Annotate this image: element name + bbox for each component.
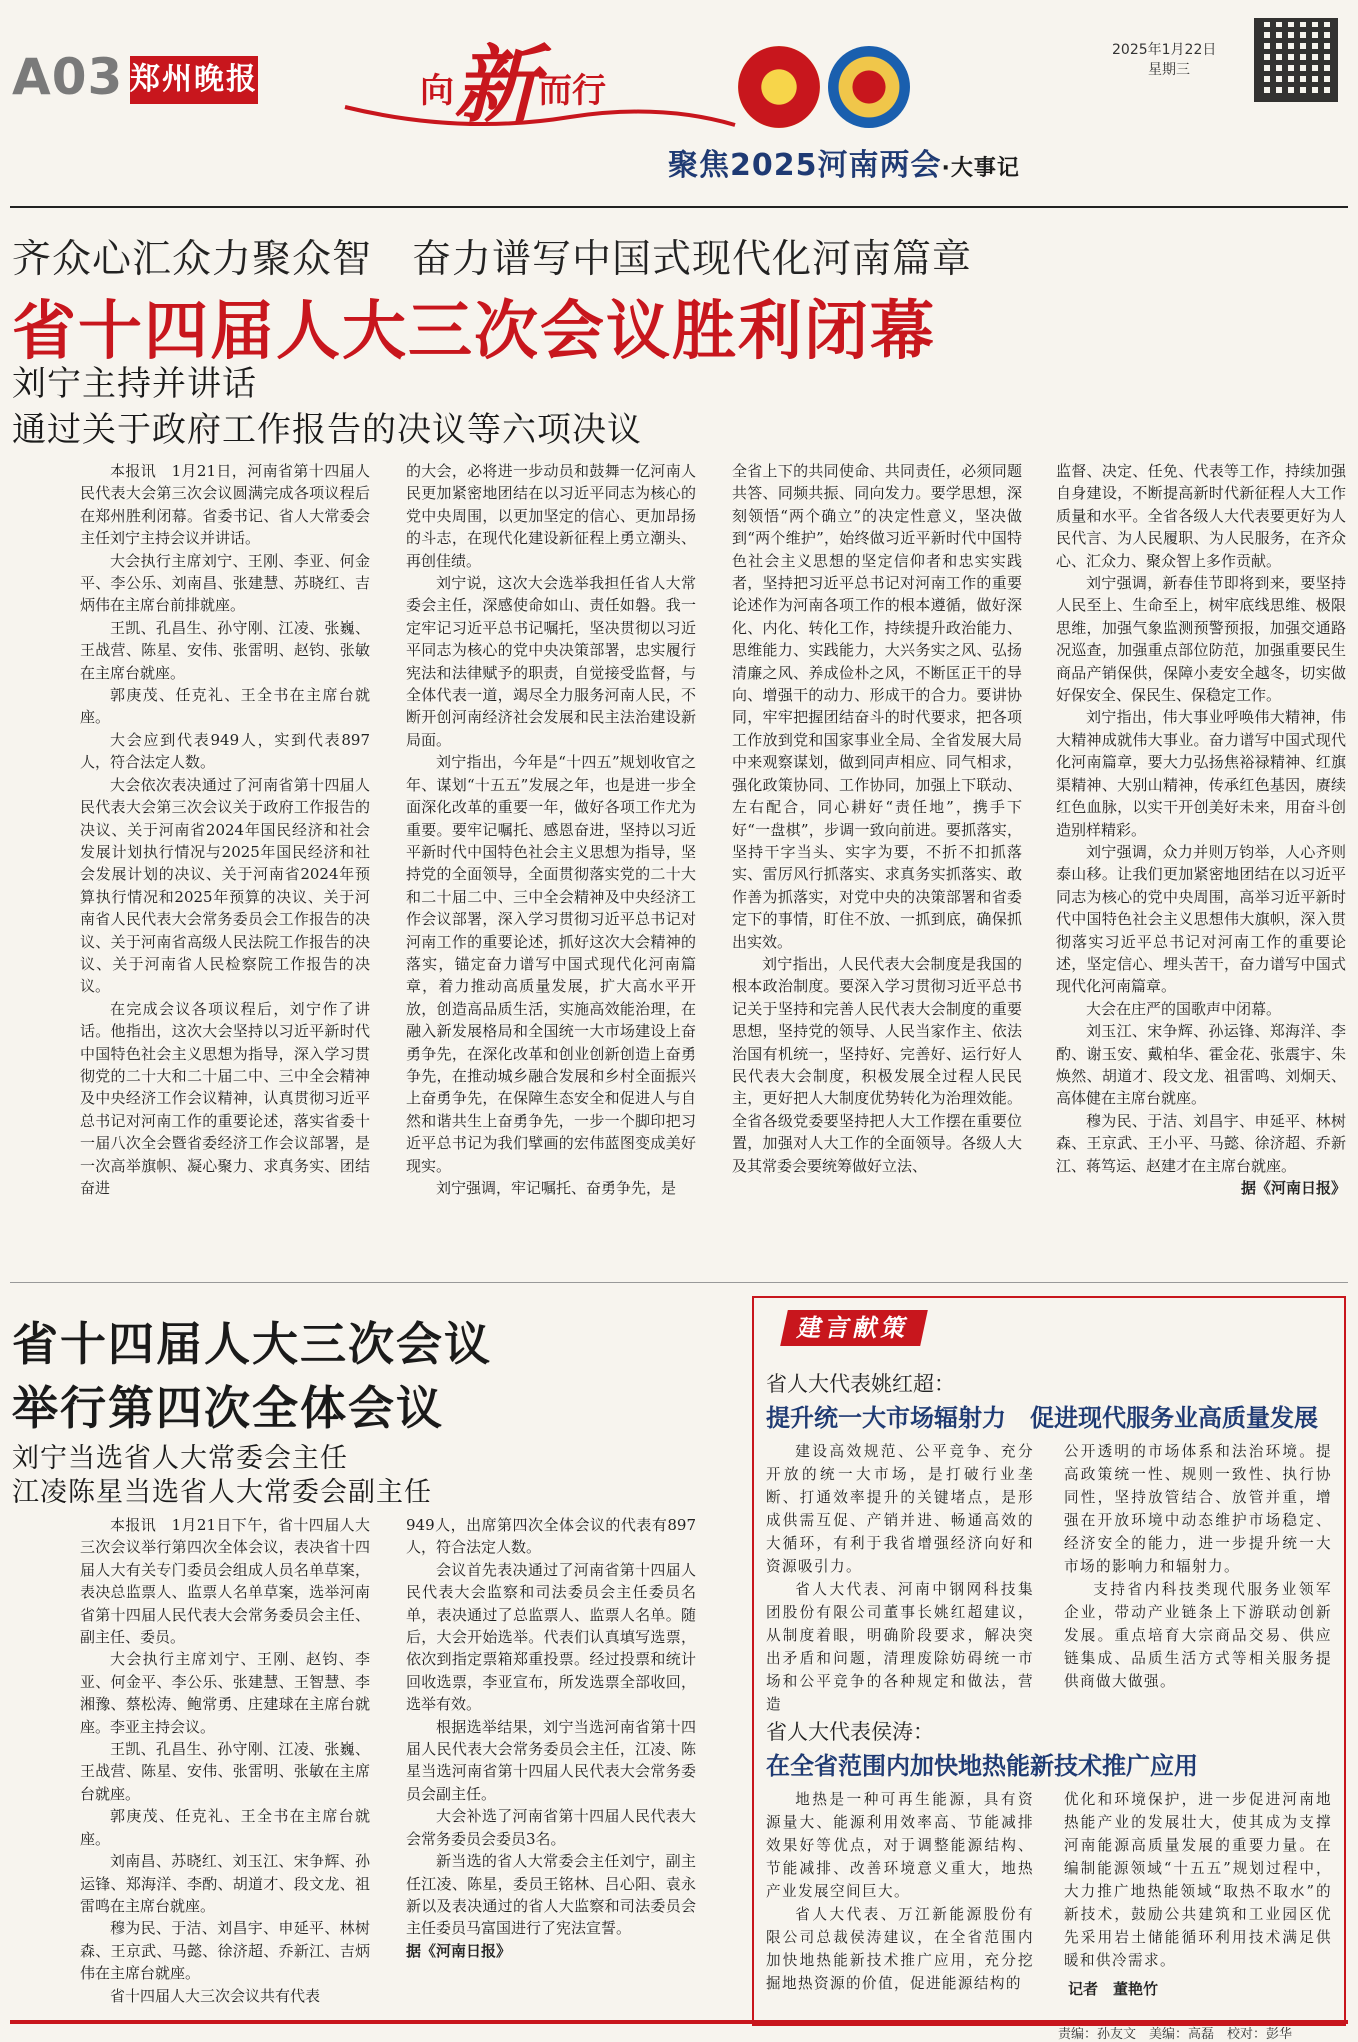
paragraph: 大会在庄严的国歌声中闭幕。 xyxy=(1086,999,1282,1018)
paragraph: 刘南昌、苏晓红、刘玉江、宋争辉、孙运锋、郑海洋、李酌、胡道才、段文龙、祖雷鸣在主席台就座。 xyxy=(80,1852,370,1915)
paragraph: 本报讯 1月21日下午，省十四届人大三次会议举行第四次全体会议，表决省十四届人大有关专门委员会组成人员名单草案，表决总监票人、监票人名单草案，选举河南省第十四届人民代表大会常务委员会主任、副主任、委员。 xyxy=(80,1516,370,1647)
paragraph: 优化和环境保护，进一步促进河南地热能产业的发展壮大，使其成为支撑河南能源高质量发展的重要力量。在编制能源领域“十五五”规划过程中，大力推广地热能领域“取热不取水”的新技术，鼓励公共建筑和工业园区优先采用岩土储能循环利用技术满足供暖和供冷需求。 xyxy=(1064,1791,1332,1969)
paragraph: 刘宁指出，今年是“十四五”规划收官之年、谋划“十五五”发展之年，也是进一步全面深化改革的重要一年，做好各项工作尤为重要。要牢记嘱托、感恩奋进，坚持以习近平新时代中国特色社会主义思想为指导，坚持党的全面领导，全面贯彻落实党的二十大和二十届二中、三中全会精神及中央经济工作会议部署，深入学习贯彻习近平总书记对河南工作的重要论述，抓好这次大会精神的落实，锚定奋力谱写中国式现代化河南篇章，着力推动高质量发展，扩大高水平开放，创造高品质生活，实施高效能治理，在融入新发展格局和全国统一大市场建设上奋勇争先，在深化改革和创业创新创造上奋勇争先，在推动城乡融合发展和乡村全面振兴上奋勇争先，在保障生态安全和促进人与自然和谐共生上奋勇争先，一步一个脚印把习近平总书记为我们擘画的宏伟蓝图变成美好现实。 xyxy=(406,753,696,1175)
paragraph: 大会应到代表949人，实到代表897人，符合法定人数。 xyxy=(80,730,370,772)
section-divider xyxy=(10,1282,1348,1283)
editor-credits: 责编：孙友文 美编：高磊 校对：彭华 xyxy=(1058,2027,1293,2042)
article1-kicker: 齐众心汇众力聚众智 奋力谱写中国式现代化河南篇章 xyxy=(12,237,973,282)
header-rule xyxy=(10,206,1348,208)
slogan-post: 而行 xyxy=(538,71,607,111)
paragraph: 刘宁强调，新春佳节即将到来，要坚持人民至上、生命至上，树牢底线思维、极限思维，加强气象监测预警预报，加强交通路况巡查，加强重点部位防范，加强重要民生商品产销保供，保障小麦安全越冬，切实做好保安全、保民生、保稳定工作。 xyxy=(1056,574,1346,705)
rep2-column-1 xyxy=(766,1788,1034,1995)
paragraph: 穆为民、于洁、刘昌宇、申延平、林树森、王京武、王小平、马懿、徐济超、乔新江、蒋笃运、赵建才在主席台就座。 xyxy=(1056,1111,1346,1175)
national-emblem-icon xyxy=(738,46,820,128)
article1-subhead-1: 刘宁主持并讲话 xyxy=(12,364,257,404)
paragraph: 大会补选了河南省第十四届人民代表大会常务委员会委员3名。 xyxy=(406,1807,696,1848)
rep1-title: 提升统一大市场辐射力 促进现代服务业高质量发展 xyxy=(766,1404,1318,1432)
rep2-name: 省人大代表侯涛： xyxy=(766,1720,934,1744)
suggestion-tag: 建言献策 xyxy=(780,1310,928,1346)
article2-headline-2: 举行第四次全体会议 xyxy=(12,1381,444,1435)
rep1-column-2 xyxy=(1064,1440,1332,1693)
rep2-column-2 xyxy=(1064,1788,1332,1972)
paragraph: 会议首先表决通过了河南省第十四届人民代表大会监察和司法委员会主任委员名单，表决通过了总监票人、监票人名单。随后，大会开始选举。代表们认真填写选票，依次到指定票箱郑重投票。经过投票和统计回收选票，李亚宣布，所发选票全部收回，选举有效。 xyxy=(406,1560,696,1714)
paragraph: 刘宁指出，人民代表大会制度是我国的根本政治制度。要深入学习贯彻习近平总书记关于坚持和完善人民代表大会制度的重要思想，坚持党的领导、人民当家作主、依法治国有机统一，坚持好、完善好、运行好人民代表大会制度，积极发展全过程人民民主，更好把人大制度优势转化为治理效能。全省各级党委要坚持把人大工作摆在重要位置，加强对人大工作的全面领导。各级人大及其常委会要统筹做好立法、 xyxy=(732,954,1022,1175)
newspaper-logo: 郑州晚报 xyxy=(130,56,258,104)
article2-subhead-1: 刘宁当选省人大常委会主任 xyxy=(12,1443,348,1474)
paragraph: 大会依次表决通过了河南省第十四届人民代表大会第三次会议关于政府工作报告的决议、关于河南省2024年国民经济和社会发展计划执行情况与2025年国民经济和社会发展计划的决议、关于河南省2024年预算执行情况和2025年预算的决议、关于河南省人民代表大会常务委员会工作报告的决议、关于河南省高级人民法院工作报告的决议、关于河南省人民检察院工作报告的决议。 xyxy=(80,775,370,996)
paragraph: 王凯、孔昌生、孙守刚、江凌、张巍、王战营、陈星、安伟、张雷明、赵钧、张敏在主席台就座。 xyxy=(80,618,370,682)
article1-subhead-2: 通过关于政府工作报告的决议等六项决议 xyxy=(12,410,642,450)
paragraph: 在完成会议各项议程后，刘宁作了讲话。他指出，这次大会坚持以习近平新时代中国特色社会主义思想为指导，深入学习贯彻党的二十大和二十届二中、三中全会精神及中央经济工作会议精神，认真贯彻习近平总书记对河南工作的重要论述，落实省委十一届八次全会暨省委经济工作会议部署，是一次高举旗帜、凝心聚力、求真务实、团结奋进 xyxy=(80,999,370,1197)
reporter-byline: 记者 董艳竹 xyxy=(1068,1980,1159,1998)
paragraph: 本报讯 1月21日，河南省第十四届人民代表大会第三次会议圆满完成各项议程后在郑州胜利闭幕。省委书记、省人大常委会主任刘宁主持会议并讲话。 xyxy=(80,462,370,548)
rep1-column-1 xyxy=(766,1440,1034,1716)
paragraph: 监督、决定、任免、代表等工作，持续加强自身建设，不断提高新时代新征程人大工作质量和水平。全省各级人大代表要更好为人民代言、为人民履职、为人民服务，在齐众心、汇众力、聚众智上多作贡献。 xyxy=(1056,462,1346,570)
paragraph: 公开透明的市场体系和法治环境。提高政策统一性、规则一致性、执行协同性，坚持放管结合、放管并重，增强在开放环境中动态维护市场稳定、经济安全的能力，进一步提升统一大市场的影响力和辐射力。 xyxy=(1064,1443,1332,1575)
article1-headline: 省十四届人大三次会议胜利闭幕 xyxy=(12,294,936,369)
paragraph: 郭庚茂、任克礼、王全书在主席台就座。 xyxy=(80,1807,370,1848)
article2-source: 据《河南日报》 xyxy=(406,1941,512,1960)
issue-date xyxy=(1112,40,1216,80)
paragraph: 地热是一种可再生能源，具有资源量大、能源利用效率高、节能减排效果好等优点，对于调整能源结构、节能减排、改善环境意义重大，地热产业发展空间巨大。 xyxy=(766,1791,1034,1900)
focus-title: 聚焦2025河南两会 xyxy=(668,148,942,183)
cppcc-emblem-icon xyxy=(828,46,910,128)
paragraph: 刘宁指出，伟大事业呼唤伟大精神，伟大精神成就伟大事业。奋力谱写中国式现代化河南篇章，要大力弘扬焦裕禄精神、红旗渠精神、大别山精神，传承红色基因，赓续红色血脉，以实干开创美好未来，用奋斗创造别样精彩。 xyxy=(1056,708,1346,839)
article2-column-1 xyxy=(80,1514,370,2007)
paragraph: 新当选的省人大常委会主任刘宁，副主任江凌、陈星，委员王铭林、吕心阳、袁永新以及表决通过的省人大监察和司法委员会主任委员马富国进行了宪法宣誓。 xyxy=(406,1852,696,1938)
paragraph: 省人大代表、万江新能源股份有限公司总裁侯涛建议，在全省范围内加快地热能新技术推广应用，充分挖掘地热资源的价值，促进能源结构的 xyxy=(766,1906,1034,1992)
page-number: A03 xyxy=(12,48,124,106)
paragraph: 根据选举结果，刘宁当选河南省第十四届人民代表大会常务委员会主任，江凌、陈星当选河南省第十四届人民代表大会常务委员会副主任。 xyxy=(406,1717,696,1803)
paragraph: 王凯、孔昌生、孙守刚、江凌、张巍、王战营、陈星、安伟、张雷明、张敏在主席台就座。 xyxy=(80,1740,370,1803)
date-text: 2025年1月22日 xyxy=(1112,42,1217,58)
paragraph: 的大会，必将进一步动员和鼓舞一亿河南人民更加紧密地团结在以习近平同志为核心的党中央周围，以更加坚定的信心、更加昂扬的斗志，在现代化建设新征程上勇立潮头、再创佳绩。 xyxy=(406,462,696,570)
paragraph: 省十四届人大三次会议共有代表 xyxy=(110,1986,321,2005)
paragraph: 全省上下的共同使命、共同责任，必须同题共答、同频共振、同向发力。要学思想，深刻领悟“两个确立”的决定性意义，坚决做到“两个维护”，始终做习近平新时代中国特色社会主义思想的坚定信仰者和忠实实践者，坚持把习近平总书记对河南工作的重要论述作为河南各项工作的根本遵循，做好深化、内化、转化工作，持续提升政治能力、思维能力、实践能力，大兴务实之风、弘扬清廉之风、养成俭朴之风，不断匡正干的导向、增强干的动力、形成干的合力。要讲协同，牢牢把握团结奋斗的时代要求，把各项工作放到党和国家事业全局、全省发展大局中来观察谋划，做到同声相应、同气相求，强化政策协同、工作协同，加强上下联动、左右配合，同心耕好“责任地”，携手下好“一盘棋”，步调一致向前进。要抓落实，坚持干字当头、实字为要，不折不扣抓落实、雷厉风行抓落实、求真务实抓落实、敢作善为抓落实，对党中央的决策部署和省委定下的事情，盯住不放、一抓到底，确保抓出实效。 xyxy=(732,462,1022,951)
paragraph: 刘宁说，这次大会选举我担任省人大常委会主任，深感使命如山、责任如磐。我一定牢记习近平总书记嘱托，坚决贯彻以习近平同志为核心的党中央决策部署，忠实履行宪法和法律赋予的职责，自觉接受监督，与全体代表一道，竭尽全力服务河南人民，不断开创河南经济社会发展和民主法治建设新局面。 xyxy=(406,574,696,749)
slogan-pre: 向 xyxy=(420,71,454,111)
slogan-big-char: 新 xyxy=(454,36,539,134)
focus-banner xyxy=(668,140,1020,184)
rep1-name: 省人大代表姚红超： xyxy=(766,1372,955,1396)
rep2-title: 在全省范围内加快地热能新技术推广应用 xyxy=(766,1752,1198,1780)
weekday-text: 星期三 xyxy=(1148,62,1190,78)
paragraph: 郭庚茂、任克礼、王全书在主席台就座。 xyxy=(80,686,370,727)
swoosh-decoration xyxy=(340,95,740,135)
article1-column-4 xyxy=(1056,460,1346,1199)
paragraph: 建设高效规范、公平竞争、充分开放的统一大市场，是打破行业垄断、打通效率提升的关键堵点，是形成供需互促、产销并进、畅通高效的大循环，有利于我省增强经济向好和资源吸引力。 xyxy=(766,1443,1034,1575)
article1-column-1 xyxy=(80,460,370,1199)
article1-column-2 xyxy=(406,460,696,1199)
focus-sub: ·大事记 xyxy=(941,156,1020,181)
paragraph: 949人，出席第四次全体会议的代表有897人，符合法定人数。 xyxy=(406,1516,696,1557)
paragraph: 穆为民、于洁、刘昌宇、申延平、林树森、王京武、马懿、徐济超、乔新江、吉炳伟在主席台就座。 xyxy=(80,1919,370,1983)
article2-headline-1: 省十四届人大三次会议 xyxy=(12,1317,492,1371)
paragraph: 省人大代表、河南中钢网科技集团股份有限公司董事长姚红超建议，从制度着眼，明确阶段要求，解决突出矛盾和问题，清理废除妨碍统一市场和公平竞争的各种规定和做法，营造 xyxy=(766,1581,1034,1713)
paragraph: 刘玉江、宋争辉、孙运锋、郑海洋、李酌、谢玉安、戴柏华、霍金花、张震宇、朱焕然、胡道才、段文龙、祖雷鸣、刘炯天、高体健在主席台就座。 xyxy=(1056,1022,1346,1108)
paragraph: 大会执行主席刘宁、王刚、赵钧、李亚、何金平、李公乐、张建慧、王智慧、李湘豫、蔡松涛、鲍常勇、庄建球在主席台就座。李亚主持会议。 xyxy=(80,1650,370,1736)
qr-code-icon[interactable] xyxy=(1254,18,1338,102)
article1-column-3 xyxy=(732,460,1022,1177)
paragraph: 大会执行主席刘宁、王刚、李亚、何金平、李公乐、刘南昌、张建慧、苏晓红、吉炳伟在主席台前排就座。 xyxy=(80,551,370,615)
article2-column-2 xyxy=(406,1514,696,1962)
paragraph: 刘宁强调，众力并则万钧举，人心齐则泰山移。让我们更加紧密地团结在以习近平同志为核心的党中央周围，高举习近平新时代中国特色社会主义思想伟大旗帜，深入贯彻落实习近平总书记对河南工作的重要论述，坚定信心、埋头苦干，奋力谱写中国式现代化河南篇章。 xyxy=(1056,842,1346,996)
article2-subhead-2: 江凌陈星当选省人大常委会副主任 xyxy=(12,1477,432,1508)
paragraph: 支持省内科技类现代服务业领军企业，带动产业链条上下游联动创新发展。重点培育大宗商品交易、供应链集成、品质生活方式等相关服务提供商做大做强。 xyxy=(1064,1581,1332,1690)
article1-source: 据《河南日报》 xyxy=(1240,1179,1346,1197)
paragraph: 刘宁强调，牢记嘱托、奋勇争先，是 xyxy=(436,1179,677,1197)
